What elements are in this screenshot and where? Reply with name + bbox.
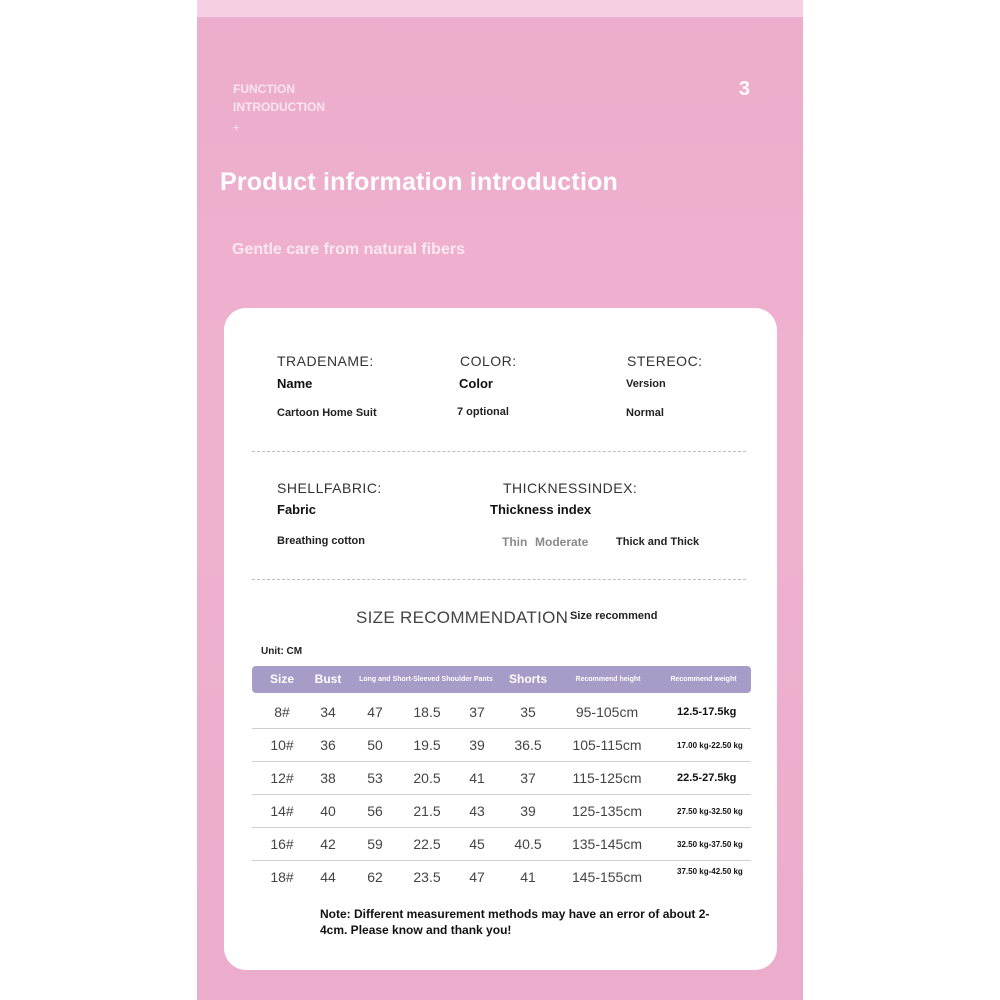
cell-bust: 44 [320, 869, 336, 885]
cell-size: 16# [270, 836, 294, 852]
col-size: Size [269, 672, 294, 686]
cell-shoulder: 23.5 [413, 869, 441, 885]
thickness-label: THICKNESSINDEX: [503, 480, 638, 496]
tradename-sub: Name [277, 376, 313, 391]
fabric-label: SHELLFABRIC: [277, 480, 382, 496]
col-weight: Recommend weight [670, 676, 737, 683]
cell-shorts: 37 [520, 770, 536, 786]
cell-height: 105-115cm [572, 737, 642, 753]
table-row [252, 795, 751, 828]
col-height: Recommend height [575, 676, 641, 683]
product-panel [197, 0, 803, 1000]
stereo-label: STEREOC: [627, 353, 703, 369]
measurement-note: Note: Different measurement methods may have an error of about 2-4cm. Please know and thank you! [320, 907, 710, 937]
cell-pants: 41 [469, 770, 485, 786]
divider [252, 451, 746, 452]
cell-height: 125-135cm [571, 803, 643, 819]
size-heading: SIZE RECOMMENDATION [356, 608, 569, 627]
cell-pants: 43 [469, 803, 485, 819]
col-long-short: Long and Short-Sleeved Shoulder Pants [359, 676, 493, 683]
col-shorts: Shorts [508, 672, 547, 686]
cell-pants: 47 [469, 869, 485, 885]
page-subtitle: Gentle care from natural fibers [232, 241, 465, 258]
cell-weight: 22.5-27.5kg [677, 772, 737, 784]
tradename-value: Cartoon Home Suit [277, 407, 377, 419]
cell-long: 47 [367, 704, 383, 720]
function-line-1: FUNCTION [233, 82, 295, 96]
cell-bust: 42 [320, 836, 336, 852]
stereo-sub: Version [626, 378, 666, 390]
cell-shoulder: 19.5 [413, 737, 441, 753]
cell-height: 145-155cm [571, 869, 643, 885]
fabric-sub: Fabric [277, 502, 317, 517]
tradename-label: TRADENAME: [277, 353, 374, 369]
cell-size: 14# [270, 803, 294, 819]
cell-shoulder: 21.5 [413, 803, 441, 819]
cell-size: 8# [274, 704, 290, 720]
divider [252, 579, 746, 580]
cell-shorts: 35 [520, 704, 536, 720]
cell-pants: 37 [469, 704, 485, 720]
top-band [197, 0, 803, 17]
cell-height: 135-145cm [571, 836, 643, 852]
cell-size: 18# [270, 869, 294, 885]
color-label: COLOR: [460, 353, 517, 369]
cell-weight: 27.50 kg-32.50 kg [677, 807, 743, 816]
cell-bust: 36 [320, 737, 336, 753]
page-title: Product information introduction [220, 168, 619, 196]
stereo-value: Normal [626, 407, 664, 419]
col-bust: Bust [314, 672, 342, 686]
page-number: 3 [738, 78, 750, 100]
cell-shoulder: 20.5 [413, 770, 441, 786]
cell-pants: 45 [469, 836, 485, 852]
cell-long: 62 [367, 869, 383, 885]
cell-weight: 32.50 kg-37.50 kg [677, 840, 743, 849]
thickness-sub: Thickness index [490, 502, 592, 517]
cell-shoulder: 18.5 [413, 704, 441, 720]
table-row [252, 696, 751, 729]
color-value: 7 optional [457, 406, 509, 418]
cell-height: 95-105cm [575, 704, 639, 720]
cell-height: 115-125cm [572, 770, 642, 786]
cell-size: 10# [270, 737, 294, 753]
info-card [224, 308, 777, 970]
cell-bust: 34 [320, 704, 336, 720]
table-row [252, 762, 751, 795]
cell-long: 53 [367, 770, 383, 786]
cell-weight: 37.50 kg-42.50 kg [677, 867, 743, 876]
cell-bust: 40 [320, 803, 336, 819]
cell-shorts: 39 [520, 803, 536, 819]
size-heading-sub: Size recommend [570, 610, 658, 622]
cell-bust: 38 [320, 770, 336, 786]
plus-icon: + [233, 122, 240, 134]
unit-label: Unit: CM [261, 646, 303, 657]
cell-shorts: 36.5 [514, 737, 542, 753]
thickness-thin: Thin [502, 535, 528, 549]
fabric-value: Breathing cotton [277, 535, 365, 547]
function-line-2: INTRODUCTION [233, 100, 325, 114]
cell-shoulder: 22.5 [413, 836, 441, 852]
function-introduction-label [233, 80, 325, 116]
thickness-thick: Thick and Thick [616, 536, 700, 548]
cell-long: 56 [367, 803, 383, 819]
thickness-moderate: Moderate [535, 535, 589, 549]
cell-long: 50 [367, 737, 383, 753]
table-row [252, 729, 751, 762]
cell-shorts: 40.5 [514, 836, 542, 852]
color-sub: Color [459, 376, 493, 391]
cell-long: 59 [367, 836, 383, 852]
table-row [252, 828, 751, 861]
cell-pants: 39 [469, 737, 485, 753]
cell-weight: 17.00 kg-22.50 kg [677, 741, 743, 750]
cell-size: 12# [270, 770, 294, 786]
cell-weight: 12.5-17.5kg [677, 706, 737, 718]
cell-shorts: 41 [520, 869, 536, 885]
table-row [252, 861, 751, 893]
size-table-header [252, 666, 751, 693]
